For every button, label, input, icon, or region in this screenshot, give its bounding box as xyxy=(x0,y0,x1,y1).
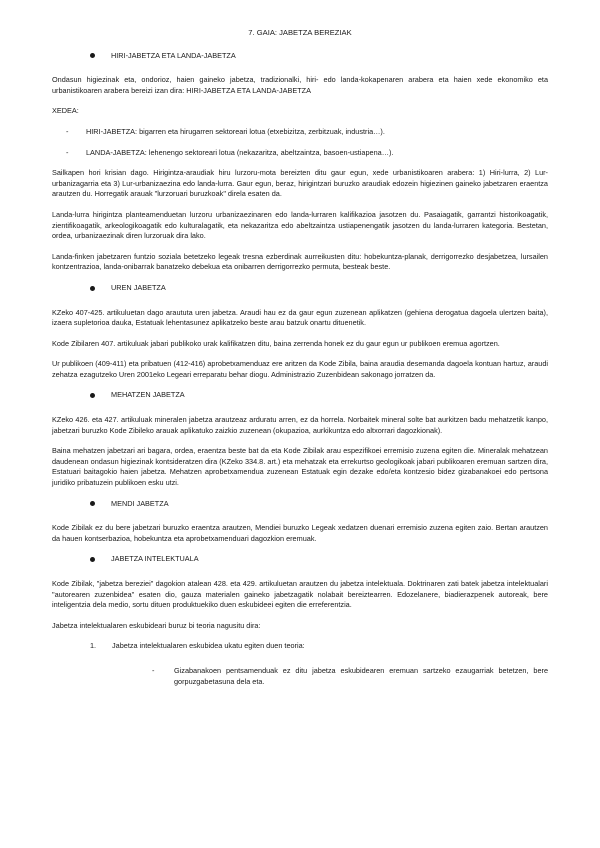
paragraph: Sailkapen hori krisian dago. Hirigintza-araudiak hiru lurzoru-mota bereizten ditu gaur egun, xede urbanistikoaren arabera: 1) Hiri-lurra, 2) Lur-urbanizagarria eta 3) Lur-urbanizaezina edo landa-lurra. Gaur egun, beraz, hirigintzari buruzko araudiak edozein higiezinen gaineko jabetzaren eraentza arautzen du. Horregatik arauak "lurzoruari buruzkoak" direla esaten da. xyxy=(52,168,548,199)
sub-dash-item xyxy=(52,666,548,687)
numbered-item xyxy=(52,641,548,652)
dash-item-text: HIRI-JABETZA: bigarren eta hirugarren sektoreari lotua (etxebizitza, zerbitzuak, industria…). xyxy=(86,126,385,136)
dash-item-landa xyxy=(52,148,548,159)
paragraph: Kode Zibilak ez du bere jabetzari buruzko eraentza arautzen, Mendiei buruzko Legeak xedatzen duenari erremisio zuzena egiten zaio. Bertan arautzen da hauen kontserbazioa, hobekuntza eta aprobetxamenduari dagozkion eremuak. xyxy=(52,523,548,543)
paragraph: Jabetza intelektualaren eskubideari buruz bi teoria nagusitu dira: xyxy=(52,620,261,630)
paragraph: Ondasun higiezinak eta, ondorioz, haien gaineko jabetza, tradizionalki, hiri- edo landa-kokapenaren arabera eta haien xede ekonomiko eta urbanistikoaren arabera bereizi izan dira: HIRI-JABETZA ETA LANDA-JABETZA xyxy=(52,75,548,95)
paragraph: KZeko 426. eta 427. artikuluak mineralen jabetza arautzeaz arduratu arren, ez da horrela. Norbaitek mineral solte bat aurkitzen badu mehatzetik kanpo, jabetzari buruzko Kode Zibileko arauak aplikatuko zaizkio zuzenean (okupazioa, aurkikuntza edo altxorrari dagozkionak). xyxy=(52,415,548,435)
heading-text: MENDI JABETZA xyxy=(111,498,169,508)
sub-dash-text: Gizabanakoen pentsamenduak ez ditu jabetza eskubidearen eremuan sartzeko ezaugarriak betetzen, bere gorpuzgabetasuna dela eta. xyxy=(174,665,548,686)
bullet-icon xyxy=(90,557,95,562)
dash-item-text: LANDA-JABETZA: lehenengo sektoreari lotua (nekazaritza, abeltzaintza, basoen-ustiapena…). xyxy=(86,147,394,157)
heading-text: HIRI-JABETZA ETA LANDA-JABETZA xyxy=(111,50,236,60)
paragraph: Landa-finken jabetzaren funtzio soziala betetzeko legeak tresna ezberdinak aurreikusten ditu: hobekuntza-planak, derrigorrezko desjabetzea, lursailen kontzentrazioa, landa-onibarrak banatzeko debekua eta onibarren derrigorrezko permuta, besteak beste. xyxy=(52,251,548,272)
dash-icon: - xyxy=(152,665,155,675)
paragraph: Kode Zibilak, "jabetza bereziei" dagokion atalean 428. eta 429. artikuluetan arautzen du jabetza intelektuala. Doktrinaren zati batek jabetza intelektualari "autorearen zuzenbidea" esaten dio, gauza materialen gaineko jabetzagatik nolabait bereiztearren. Edozelanere, biadierazpenek autoreak, bere inteligentzia dela medio, sortu dituen produktuekiko duen eskubideei egiten die erreferentzia. xyxy=(52,579,548,610)
item-number: 1. xyxy=(90,641,97,651)
section-heading-mendi xyxy=(52,499,548,510)
bullet-icon xyxy=(90,501,95,506)
dash-item-hiri xyxy=(52,127,548,138)
paragraph: Baina mehatzen jabetzari ari bagara, ordea, eraentza beste bat da eta Kode Zibilak arau espezifikoei erremisio zuzena egiten die. Mineralak mehatzean daudenean ondasun higiezinak kontsideratzen dira (KZeko 334.8. art.) eta mehatzak eta errekurtso geologikoak jabari publikoaren eremuan sartzen dira, Estatuari baitagokio haien jabetza. Mehatzen aprobetxamendua zuzenean Estatuak egin dezake edo/eta kontzesio bidez gizabanakoei edo pertsona juridiko pribatuzein publikoen esku utzi. xyxy=(52,446,548,488)
dash-icon: - xyxy=(66,147,69,157)
bullet-icon xyxy=(90,53,95,58)
heading-text: UREN JABETZA xyxy=(111,282,166,292)
numbered-item-text: Jabetza intelektualaren eskubidea ukatu egiten duen teoria: xyxy=(112,641,305,651)
section-heading-uren xyxy=(52,283,548,294)
paragraph: Landa-lurra hirigintza planteamenduetan lurzoru urbanizaezinaren edo landa-lurraren kalifikazioa jasotzen du. Pasaiagatik, garrantzi historikoagatik, zientifikoagatik, arkeologikoagatik edo kulturalagatik, eta nekazaritza edo abeltzaintza ustiapenengatik jasotzen du landa-lurraren kategoria. Bestetan, ordea, urbanizaezinak diren lurzoruak dira lako. xyxy=(52,209,548,241)
section-heading-intelektuala xyxy=(52,554,548,565)
dash-icon: - xyxy=(66,126,69,136)
heading-text: MEHATZEN JABETZA xyxy=(111,390,185,400)
heading-text: JABETZA INTELEKTUALA xyxy=(111,554,199,564)
section-heading-mehatzen xyxy=(52,390,548,401)
paragraph: Kode Zibilaren 407. artikuluak jabari publikoko urak kalifikatzen ditu, baina zerrenda honek ez du gaur egun ur publikoen eremua agortzen. xyxy=(52,338,500,348)
bullet-icon xyxy=(90,286,95,291)
bullet-icon xyxy=(90,393,95,398)
page-title: 7. GAIA: JABETZA BEREZIAK xyxy=(248,28,352,37)
paragraph: Ur publikoen (409-411) eta pribatuen (412-416) aprobetxamenduaz ere aritzen da Kode Zibila, baina araudia desemanda dagoela kontuan hartuz, araudi zehatza ezagutzeko Uren 2001eko Legeari erreparatu behar diogu. Administrazio Zuzenbidean sakonago jorratzen da. xyxy=(52,359,548,379)
paragraph: KZeko 407-425. artikuluetan dago araututa uren jabetza. Araudi hau ez da gaur egun zuzenean aplikatzen (gehiena derogatua dagoela ulertzen baita), izaera supletorioa dauka, Estatuak lehentasunez aplikatzeko beste arau batzuk onartu dituenetik. xyxy=(52,307,548,328)
xedea-label: XEDEA: xyxy=(52,106,79,116)
section-heading-hiri xyxy=(52,51,548,62)
